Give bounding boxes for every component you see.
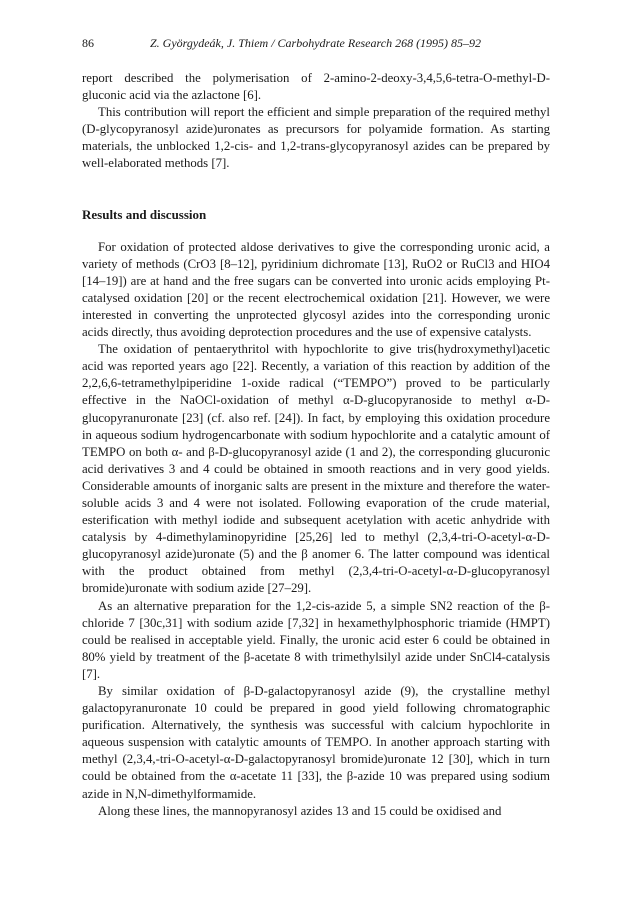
page-number: 86 bbox=[82, 36, 94, 50]
paragraph-2: This contribution will report the efficient and simple preparation of the required methyl (D-glycopyranosyl azide)uronates as precursors for polyamide formation. As starting materials, the unblocked 1,2-cis- and 1,2-trans-glycopyranosyl azides can be prepared by well-elaborated methods [7]. bbox=[82, 105, 550, 171]
section-heading: Results and discussion bbox=[82, 206, 207, 222]
paragraph-7: Along these lines, the mannopyranosyl azides 13 and 15 could be oxidised and bbox=[98, 803, 502, 818]
running-header bbox=[82, 36, 550, 52]
article-body bbox=[82, 70, 550, 820]
paragraph-1: report described the polymerisation of 2-amino-2-deoxy-3,4,5,6-tetra-O-methyl-D-gluconic acid via the azlactone [6]. bbox=[82, 71, 550, 103]
paragraph-3: For oxidation of protected aldose derivatives to give the corresponding uronic acid, a variety of methods (CrO3 [8–12], pyridinium dichromate [13], RuO2 or RuCl3 and HIO4 [14–19]) are at hand and the free sugars can be converted into uronic acids employing Pt-catalysed oxidation [20] or the recent electrochemical oxidation [21]. However, we were interested in converting the unprotected glycosyl azides into the corresponding uronic acids directly, thus avoiding deprotection procedures and the use of expensive catalysts. bbox=[82, 239, 550, 340]
running-head: Z. Györgydeák, J. Thiem / Carbohydrate Research 268 (1995) 85–92 bbox=[150, 36, 482, 50]
paragraph-6: By similar oxidation of β-D-galactopyranosyl azide (9), the crystalline methyl galactopyranuronate 10 could be prepared in good yield following chromatographic purification. Alternatively, the synthesis was successful with calcium hypochlorite in aqueous suspension with catalytic amounts of TEMPO. In another approach starting with methyl (2,3,4,-tri-O-acetyl-α-D-galactopyranosyl bromide)uronate 12 [30], which in turn could be obtained from the α-acetate 11 [33], the β-azide 10 was prepared using sodium azide in N,N-dimethylformamide. bbox=[82, 684, 550, 801]
paragraph-5: As an alternative preparation for the 1,2-cis-azide 5, a simple SN2 reaction of the β-chloride 7 [30c,31] with sodium azide [7,32] in hexamethylphosphoric triamide (HMPT) could be realised in acceptable yield. Finally, the uronic acid ester 6 could be obtained in 80% yield by treatment of the β-acetate 8 with trimethylsilyl azide under SnCl4-catalysis [7]. bbox=[82, 598, 550, 681]
paragraph-4: The oxidation of pentaerythritol with hypochlorite to give tris(hydroxymethyl)acetic acid was reported years ago [22]. Recently, a variation of this reaction by addition of the 2,2,6,6-tetramethylpiperidine 1-oxide radical (“TEMPO”) proved to be particularly effective in the NaOCl-oxidation of methyl α-D-glucopyranoside to methyl α-D-glucopyranuronate [23] (cf. also ref. [24]). In fact, by employing this oxidation procedure in aqueous sodium hydrogencarbonate with sodium hypochlorite and a catalytic amount of TEMPO on both α- and β-D-glucopyranosyl azide (1 and 2), the corresponding glucuronic acid derivatives 3 and 4 could be obtained in smooth reactions and in very good yields. Considerable amounts of inorganic salts are present in the mixture and therefore the water-soluble acids 3 and 4 were not isolated. Following evaporation of the crude material, esterification with methyl iodide and subsequent acetylation with acetic anhydride with catalysis by 4-dimethylaminopyridine [25,26] led to methyl (2,3,4-tri-O-acetyl-α-D-glucopyranosyl azide)uronate (5) and the β anomer 6. The latter compound was identical with the product obtained from methyl (2,3,4-tri-O-acetyl-α-D-glucopyranosyl bromide)uronate with sodium azide [27–29]. bbox=[82, 342, 550, 596]
